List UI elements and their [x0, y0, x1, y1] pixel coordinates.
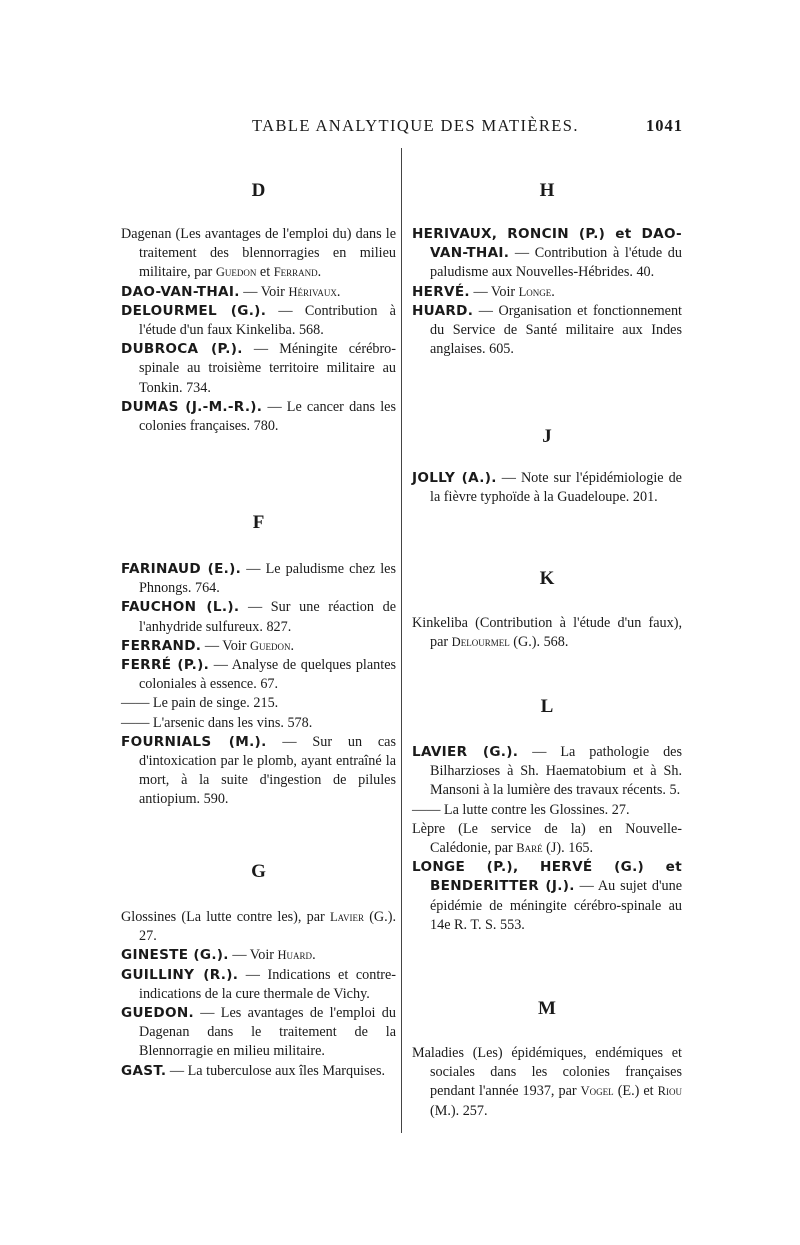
- index-entry-lavier: LAVIER (G.). — La pathologie des Bilharzioses à Sh. Haematobium et à Sh. Mansoni à la lumière des travaux récents. 5.: [412, 744, 683, 799]
- section-l-entries: [412, 743, 682, 935]
- index-entry-delourmel: DELOURMEL (G.). — Contribution à l'étude d'un faux Kinkeliba. 568.: [121, 302, 396, 339]
- index-entry-longe: LONGE (P.), HERVÉ (G.) et BENDERITTER (J.). — Au sujet d'une épidémie de méningite cérébro-spinale au 14e R. T. S. 553.: [412, 859, 682, 933]
- section-letter-g: G: [251, 861, 266, 882]
- index-entry-herivaux: HERIVAUX, RONCIN (P.) et DAO-VAN-THAI. — Contribution à l'étude du paludisme aux Nouvelles-Hébrides. 40.: [412, 226, 682, 281]
- section-m-entries: [412, 1044, 682, 1121]
- index-entry-gineste: GINESTE (G.). — Voir Huard.: [121, 947, 316, 964]
- index-entry-lepre: Lèpre (Le service de la) en Nouvelle-Calédonie, par Baré (J). 165.: [412, 820, 682, 857]
- running-title: TABLE ANALYTIQUE DES MATIÈRES.: [252, 116, 579, 135]
- index-entry-huard: HUARD. — Organisation et fonctionnement du Service de Santé militaire aux Indes anglaises. 605.: [412, 302, 682, 358]
- index-entry-kinkeliba: Kinkeliba (Contribution à l'étude d'un faux), par Delourmel (G.). 568.: [412, 615, 682, 651]
- index-entry-fauchon: FAUCHON (L.). — Sur une réaction de l'anhydride sulfureux. 827.: [121, 599, 397, 635]
- section-d-entries: [121, 225, 396, 436]
- section-letter-f: F: [252, 512, 265, 533]
- section-letter-l: L: [540, 696, 554, 717]
- index-entry-dagenan: Dagenan (Les avantages de l'emploi du) dans le traitement des blennorragies en milieu militaire, par Guedon et Ferrand.: [121, 226, 396, 281]
- section-g-entries: [121, 908, 396, 1081]
- section-letter-k: K: [539, 568, 555, 589]
- section-letter-j: J: [542, 426, 552, 447]
- section-k-entries: [412, 614, 682, 652]
- section-j-entries: [412, 469, 682, 507]
- column-divider: [401, 148, 402, 1133]
- index-entry-ferrand: FERRAND. — Voir Guedon.: [121, 637, 295, 654]
- page-number: 1041: [646, 116, 683, 135]
- index-entry-ferre-arsenic: —— L'arsenic dans les vins. 578.: [121, 714, 313, 731]
- section-letter-h: H: [539, 180, 555, 201]
- index-entry-lavier-glossines: —— La lutte contre les Glossines. 27.: [412, 801, 630, 818]
- index-entry-dumas: DUMAS (J.-M.-R.). — Le cancer dans les colonies françaises. 780.: [121, 398, 396, 435]
- index-entry-herve: HERVÉ. — Voir Longe.: [412, 283, 555, 300]
- index-entry-ferre-pain-de-singe: —— Le pain de singe. 215.: [121, 695, 279, 712]
- index-entry-dubroca: DUBROCA (P.). — Méningite cérébro-spinale au troisième territoire militaire au Tonkin. 734.: [121, 341, 396, 396]
- index-entry-guedon: GUEDON. — Les avantages de l'emploi du Dagenan dans le traitement de la Blennorragie en milieu militaire.: [121, 1005, 396, 1060]
- section-letter-d: D: [251, 180, 266, 201]
- section-letter-m: M: [538, 998, 556, 1019]
- running-head: [0, 116, 800, 140]
- index-entry-jolly: JOLLY (A.). — Note sur l'épidémiologie de la fièvre typhoïde à la Guadeloupe. 201.: [412, 470, 682, 506]
- index-entry-fournials: FOURNIALS (M.). — Sur un cas d'intoxication par le plomb, ayant entraîné la mort, à la suite d'ingestion de pilules antiopium. 590.: [121, 733, 396, 808]
- section-h-entries: [412, 225, 682, 359]
- index-entry-gast: GAST. — La tuberculose aux îles Marquises.: [121, 1062, 386, 1079]
- index-entry-guilliny: GUILLINY (R.). — Indications et contre-indications de la cure thermale de Vichy.: [121, 966, 397, 1002]
- index-entry-glossines: Glossines (La lutte contre les), par Lavier (G.). 27.: [121, 909, 396, 945]
- index-entry-dao-van-thai: DAO-VAN-THAI. — Voir Hérivaux.: [121, 283, 341, 300]
- index-entry-maladies: Maladies (Les) épidémiques, endémiques et sociales dans les colonies françaises pendant l'année 1937, par Vogel (E.) et Riou (M.). 257.: [412, 1045, 682, 1119]
- index-entry-farinaud: FARINAUD (E.). — Le paludisme chez les Phnongs. 764.: [121, 561, 397, 597]
- section-f-entries: [121, 560, 396, 810]
- index-entry-ferre: FERRÉ (P.). — Analyse de quelques plantes coloniales à essence. 67.: [121, 657, 397, 693]
